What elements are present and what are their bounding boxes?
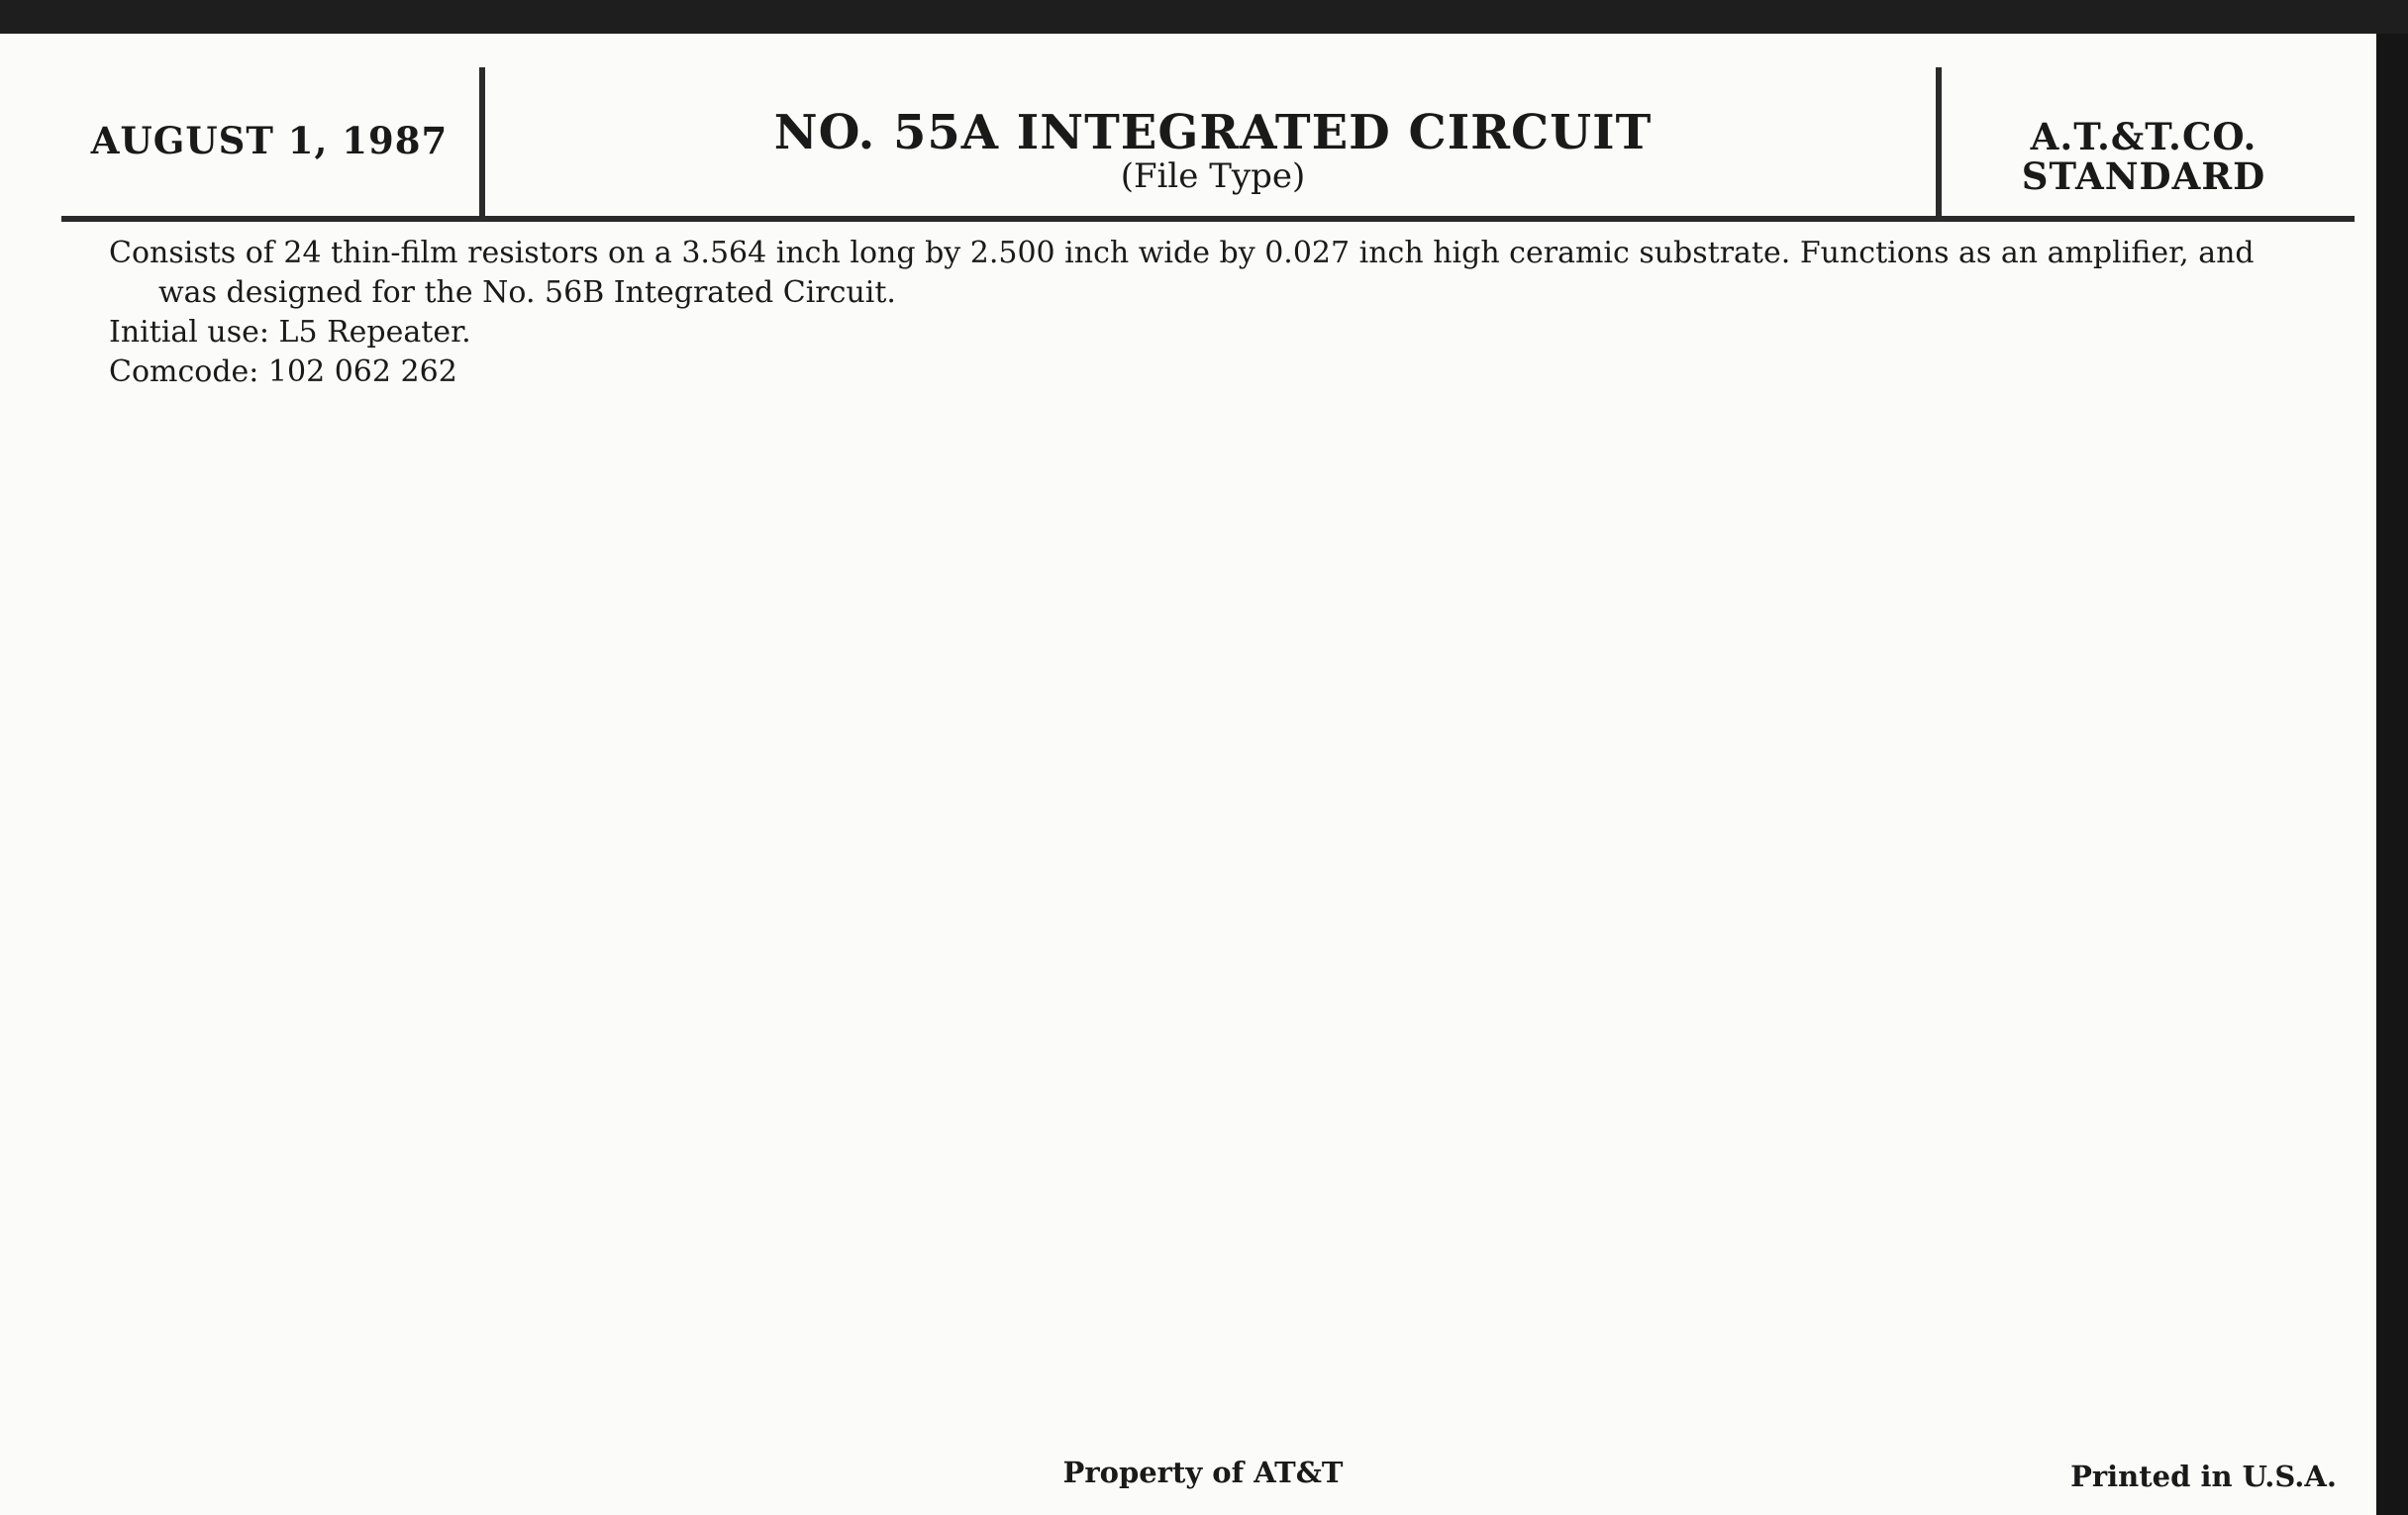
standard-label xyxy=(1951,117,2337,196)
header-divider-right xyxy=(1936,67,1942,218)
standard-line-1: A.T.&T.CO. xyxy=(2030,115,2258,158)
comcode-line: Comcode: 102 062 262 xyxy=(109,354,457,389)
printed-footer: Printed in U.S.A. xyxy=(2070,1460,2337,1493)
scan-edge xyxy=(2376,34,2408,1515)
initial-use-line: Initial use: L5 Repeater. xyxy=(109,315,471,350)
description-paragraph: Consists of 24 thin-film resistors on a 3.564 inch long by 2.500 inch wide by 0.027 inch high ceramic substrate. Functions as an amplifier, and was designed for the No. 56B Integrated Circuit. xyxy=(109,236,2255,310)
header-divider-left xyxy=(479,67,485,218)
standard-line-2: STANDARD xyxy=(2021,154,2266,198)
document-subtitle: (File Type) xyxy=(1120,156,1306,196)
document-title: NO. 55A INTEGRATED CIRCUIT xyxy=(773,105,1653,160)
document-date: AUGUST 1, 1987 xyxy=(90,119,449,162)
property-footer: Property of AT&T xyxy=(1062,1456,1344,1489)
document-body xyxy=(109,234,2317,392)
header-rule xyxy=(61,216,2355,222)
